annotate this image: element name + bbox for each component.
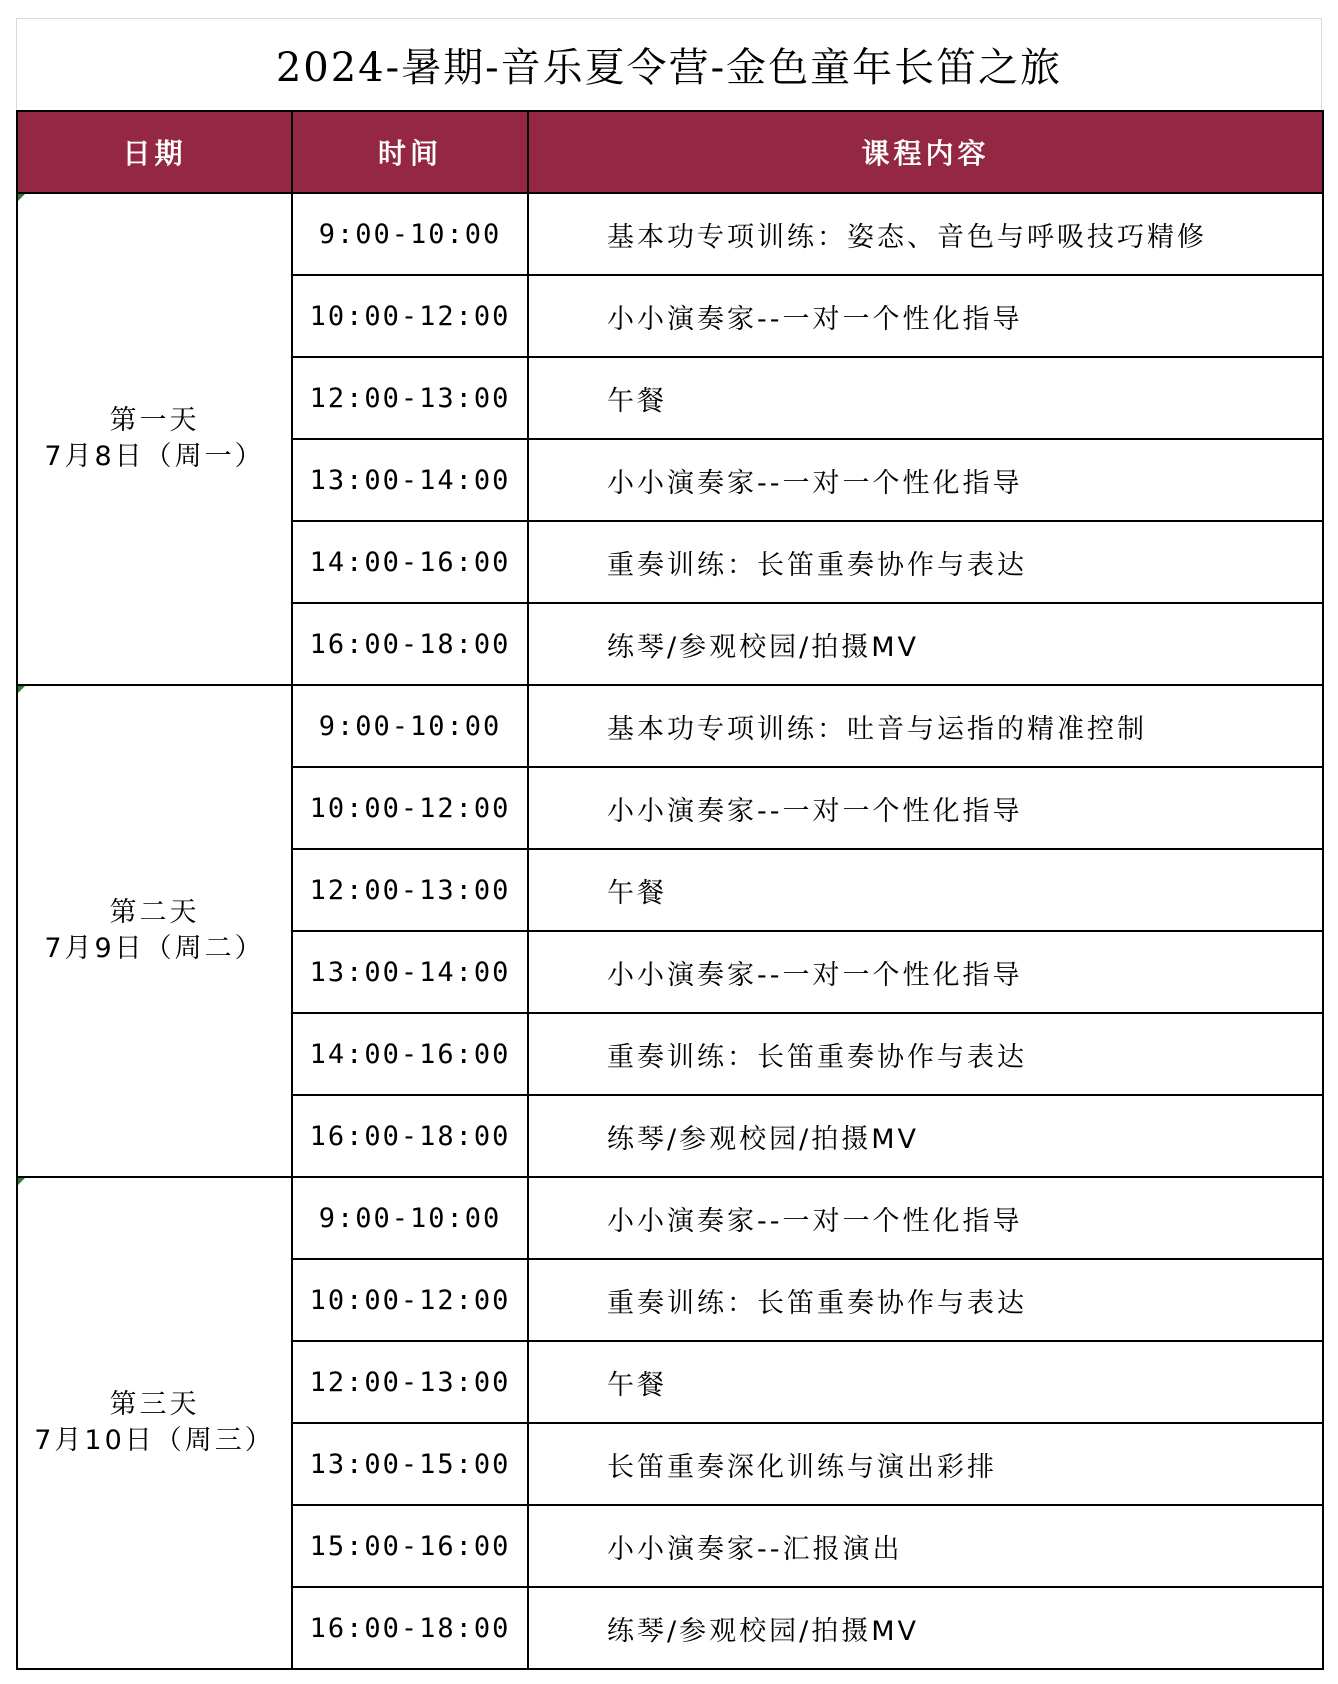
content-cell: 练琴/参观校园/拍摄MV (528, 1095, 1323, 1177)
time-cell: 14:00-16:00 (292, 521, 528, 603)
content-cell: 小小演奏家--一对一个性化指导 (528, 275, 1323, 357)
content-cell: 午餐 (528, 849, 1323, 931)
content-cell: 基本功专项训练：姿态、音色与呼吸技巧精修 (528, 193, 1323, 275)
time-cell: 13:00-15:00 (292, 1423, 528, 1505)
content-cell: 练琴/参观校园/拍摄MV (528, 603, 1323, 685)
day-label: 第二天 (109, 897, 200, 928)
content-cell: 午餐 (528, 357, 1323, 439)
time-cell: 16:00-18:00 (292, 1587, 528, 1669)
content-cell: 午餐 (528, 1341, 1323, 1423)
content-cell: 重奏训练：长笛重奏协作与表达 (528, 1259, 1323, 1341)
content-cell: 重奏训练：长笛重奏协作与表达 (528, 521, 1323, 603)
time-cell: 14:00-16:00 (292, 1013, 528, 1095)
content-cell: 长笛重奏深化训练与演出彩排 (528, 1423, 1323, 1505)
page-title: 2024-暑期-音乐夏令营-金色童年长笛之旅 (275, 45, 1063, 91)
time-cell: 12:00-13:00 (292, 849, 528, 931)
time-cell: 12:00-13:00 (292, 1341, 528, 1423)
time-cell: 13:00-14:00 (292, 439, 528, 521)
content-cell: 练琴/参观校园/拍摄MV (528, 1587, 1323, 1669)
content-cell: 小小演奏家--一对一个性化指导 (528, 439, 1323, 521)
content-cell: 重奏训练：长笛重奏协作与表达 (528, 1013, 1323, 1095)
time-cell: 16:00-18:00 (292, 603, 528, 685)
content-cell: 小小演奏家--一对一个性化指导 (528, 1177, 1323, 1259)
date-label: 7月10日（周三） (34, 1425, 275, 1456)
date-label: 7月9日（周二） (44, 933, 265, 964)
header-row (17, 111, 1323, 193)
schedule-table (16, 110, 1324, 1670)
cell-comment-marker-icon (18, 194, 25, 201)
content-cell: 小小演奏家--一对一个性化指导 (528, 931, 1323, 1013)
content-cell: 基本功专项训练：吐音与运指的精准控制 (528, 685, 1323, 767)
time-cell: 10:00-12:00 (292, 767, 528, 849)
header-content: 课程内容 (528, 111, 1323, 193)
day-cell (17, 193, 292, 685)
time-cell: 16:00-18:00 (292, 1095, 528, 1177)
table-row (17, 685, 1323, 767)
day-label: 第三天 (109, 1389, 200, 1420)
content-cell: 小小演奏家--一对一个性化指导 (528, 767, 1323, 849)
schedule-body (17, 193, 1323, 1669)
day-cell (17, 1177, 292, 1669)
time-cell: 15:00-16:00 (292, 1505, 528, 1587)
header-date: 日期 (17, 111, 292, 193)
table-row (17, 1177, 1323, 1259)
table-row (17, 193, 1323, 275)
cell-comment-marker-icon (18, 686, 25, 693)
header-time: 时间 (292, 111, 528, 193)
date-label: 7月8日（周一） (44, 441, 265, 472)
day-cell (17, 685, 292, 1177)
time-cell: 10:00-12:00 (292, 275, 528, 357)
content-cell: 小小演奏家--汇报演出 (528, 1505, 1323, 1587)
time-cell: 9:00-10:00 (292, 193, 528, 275)
time-cell: 10:00-12:00 (292, 1259, 528, 1341)
cell-comment-marker-icon (18, 1178, 25, 1185)
time-cell: 12:00-13:00 (292, 357, 528, 439)
time-cell: 9:00-10:00 (292, 1177, 528, 1259)
day-label: 第一天 (109, 405, 200, 436)
time-cell: 9:00-10:00 (292, 685, 528, 767)
time-cell: 13:00-14:00 (292, 931, 528, 1013)
schedule-sheet (16, 18, 1322, 1670)
title-row (16, 18, 1322, 110)
